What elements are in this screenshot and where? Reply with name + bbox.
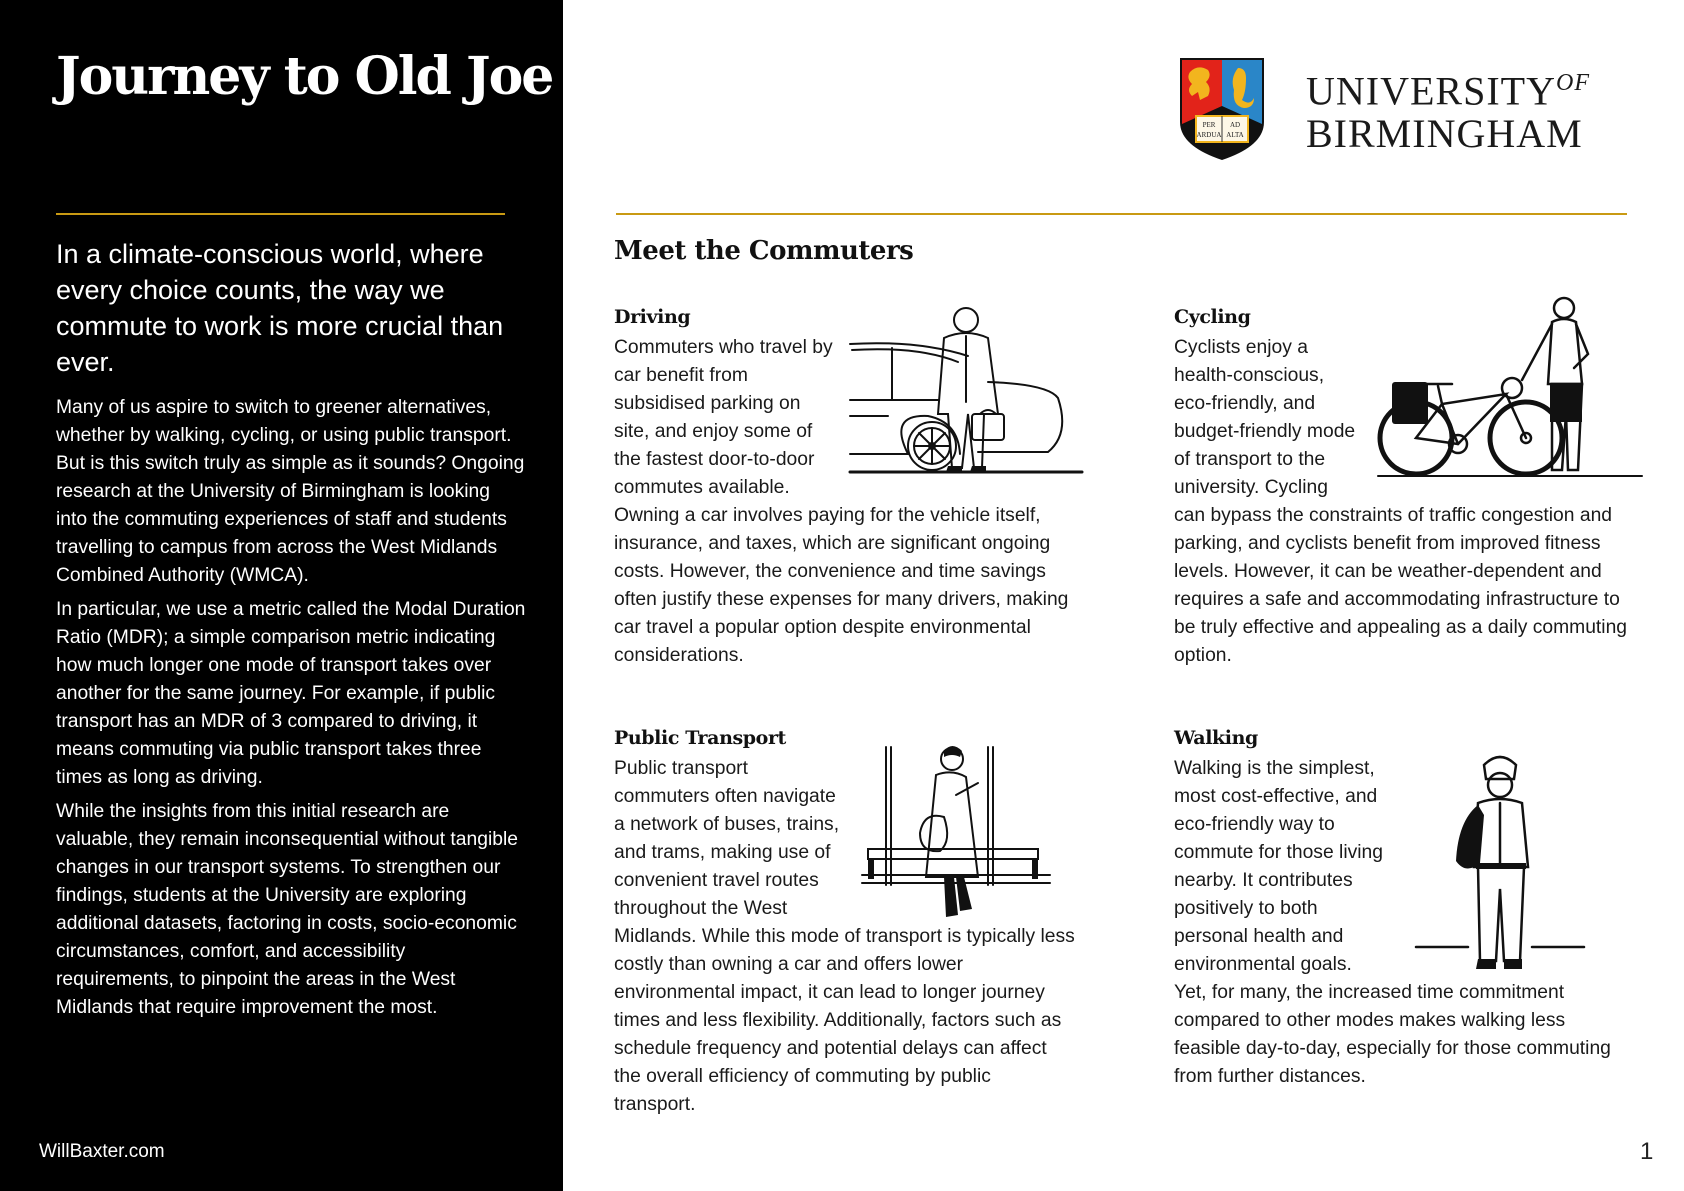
commuter-body: Cyclists enjoy a health-conscious, eco-friendly, and budget-friendly mode of transport to the university. Cycling can bypass the constraints of traffic congestion and parking, and cyclists benefit from improved fitness levels. However, it can be weather-dependent and requires a safe and accommodating infrastructure to be truly effective and appealing as a daily commuting option. [1174, 337, 1628, 666]
commuter-driving [614, 306, 1076, 670]
intro-paragraph: Many of us aspire to switch to greener alternatives, whether by walking, cycling, or using public transport. But is this switch truly as simple as it sounds? Ongoing research at the University of Birmingham is looking into the commuting experiences of staff and students travelling to campus from across the West Midlands Combined Authority (WMCA). [56, 397, 525, 586]
intro-paragraph: While the insights from this initial research are valuable, they remain inconsequential without tangible changes in our transport systems. To strengthen our findings, students at the University are exploring additional datasets, factoring in costs, socio-economic circumstances, comfort, and accessibility requirements, to pinpoint the areas in the West Midlands that require improvement the most. [56, 801, 518, 1018]
page-number: 1 [1640, 1138, 1654, 1165]
commuter-body: Public transport commuters often navigate a network of buses, trains, and trams, making use of convenient travel routes throughout the West Midlands. While this mode of transport is typically less costly than owning a car and offers lower environmental impact, it can lead to longer journey times and less flexibility. Additionally, factors such as schedule frequency and potential delays can affect the overall efficiency of commuting by public transport. [614, 758, 1075, 1115]
svg-text:PER: PER [1202, 121, 1216, 129]
commuter-cycling [1174, 306, 1634, 670]
lede-text: In a climate-conscious world, where every choice counts, the way we commute to work is more crucial than ever. [56, 239, 504, 377]
svg-text:AD: AD [1229, 121, 1241, 129]
wordmark-of: OF [1555, 70, 1590, 97]
intro-paragraph: In particular, we use a metric called the Modal Duration Ratio (MDR); a simple comparison metric indicating how much longer one mode of transport takes over another for the same journey. For example, if public transport has an MDR of 3 compared to driving, it means commuting via public transport takes three times as long as driving. [56, 599, 526, 788]
crest-icon [1178, 56, 1266, 161]
woman-at-bus-stop-bench-illustration [860, 745, 1056, 923]
svg-text:ALTA: ALTA [1226, 131, 1244, 139]
commuter-heading: Walking [1174, 727, 1258, 749]
commuter-walking [1174, 727, 1634, 1091]
commuter-heading: Cycling [1174, 306, 1251, 328]
left-panel [0, 0, 563, 1191]
university-wordmark [1306, 62, 1590, 154]
commuter-body: Commuters who travel by car benefit from subsidised parking on site, and enjoy some of the fastest door-to-door commutes available. Owning a car involves paying for the vehicle itself, insurance, and taxes, which are significant ongoing costs. However, the convenience and time savings often justify these expenses for many drivers, making car travel a popular option despite environmental considerations. [614, 337, 1069, 666]
commuter-public-transport [614, 727, 1076, 1119]
gold-divider-right [616, 213, 1627, 215]
wordmark-line1: UNIVERSITY [1306, 68, 1556, 114]
svg-text:ARDUA: ARDUA [1196, 131, 1222, 139]
commuter-heading: Driving [614, 306, 691, 328]
man-walking-with-shoulder-bag-illustration [1404, 751, 1594, 977]
gold-divider-left [56, 213, 505, 215]
website-link[interactable]: WillBaxter.com [39, 1141, 165, 1162]
document-title: Journey to Old Joe [56, 46, 553, 107]
man-with-briefcase-beside-car-illustration [848, 304, 1084, 476]
wordmark-line2: BIRMINGHAM [1306, 110, 1583, 156]
commuter-body: Walking is the simplest, most cost-effective, and eco-friendly way to commute for those living nearby. It contributes positively to both personal health and environmental goals. Yet, for many, the increased time commitment compared to other modes makes walking less feasible day-to-day, especially for those commuting from further distances. [1174, 758, 1611, 1087]
intro-text [56, 394, 526, 1028]
woman-standing-with-bicycle-illustration [1376, 294, 1644, 484]
section-title: Meet the Commuters [614, 236, 914, 266]
university-logo [1178, 56, 1590, 161]
commuter-heading: Public Transport [614, 727, 786, 749]
